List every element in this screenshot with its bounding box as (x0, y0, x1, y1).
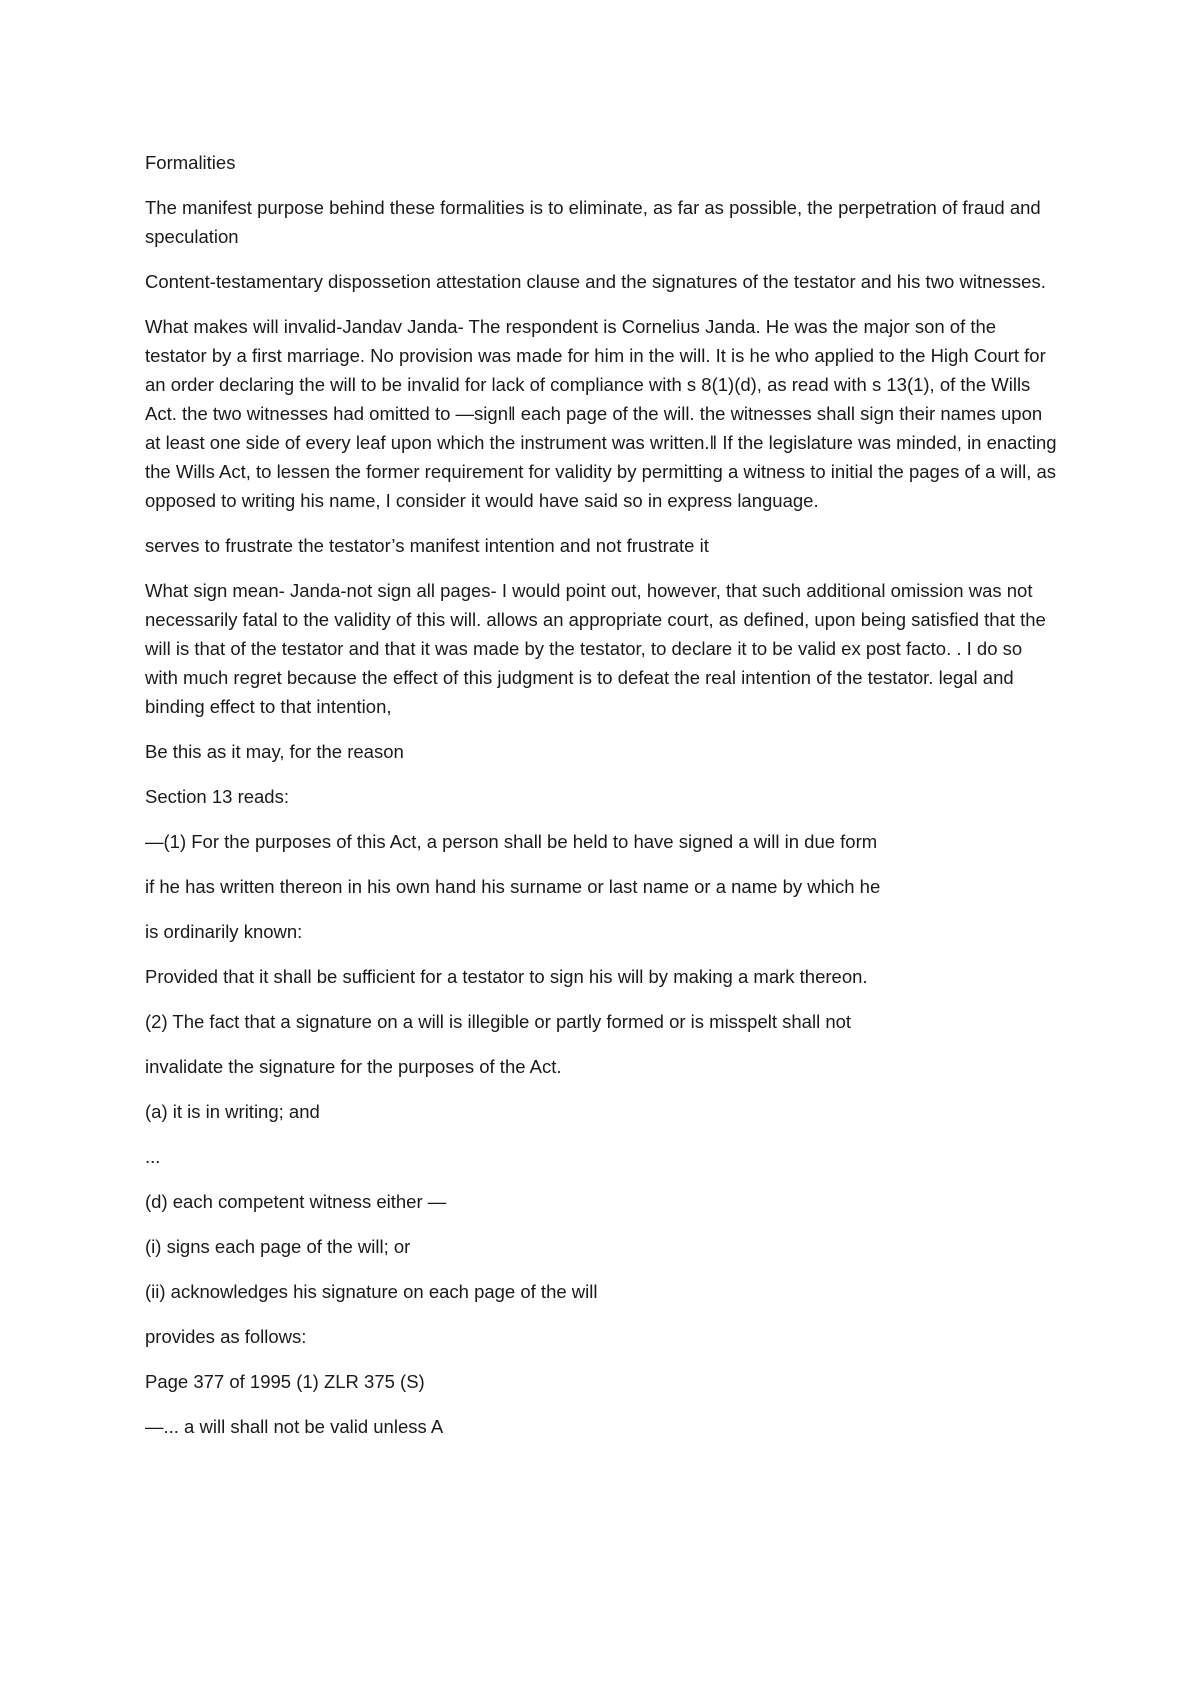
section-13-sub-2-cont: invalidate the signature for the purposes of the Act. (145, 1056, 562, 1077)
clause-d-i: (i) signs each page of the will; or (145, 1236, 411, 1257)
paragraph-reason: Be this as it may, for the reason (145, 741, 404, 762)
final-quote: ―... a will shall not be valid unless A (145, 1416, 444, 1437)
page-reference: Page 377 of 1995 (1) ZLR 375 (S) (145, 1371, 425, 1392)
section-13-line-1: ―(1) For the purposes of this Act, a person shall be held to have signed a will in due form (145, 831, 878, 852)
section-13-sub-2: (2) The fact that a signature on a will is illegible or partly formed or is misspelt shall not (145, 1011, 852, 1032)
clause-d: (d) each competent witness either ― (145, 1191, 447, 1212)
paragraph-frustrate: serves to frustrate the testator’s manifest intention and not frustrate it (145, 535, 709, 556)
heading-formalities: Formalities (145, 152, 236, 173)
section-13-heading: Section 13 reads: (145, 786, 289, 807)
section-13-line-3: is ordinarily known: (145, 921, 303, 942)
paragraph-sign-meaning: What sign mean- Janda-not sign all pages- I would point out, however, that such additional omission was not necessarily fatal to the validity of this will. allows an appropriate court, as defined, upon being satisfied that the will is that of the testator and that it was made by the testator, to declare it to be valid ex post facto. . I do so with much regret because the effect of this judgment is to defeat the real intention of the testator. legal and binding effect to that intention, (145, 580, 1046, 717)
clause-d-ii: (ii) acknowledges his signature on each page of the will (145, 1281, 598, 1302)
section-13-proviso: Provided that it shall be sufficient for a testator to sign his will by making a mark thereon. (145, 966, 868, 987)
paragraph-purpose: The manifest purpose behind these formalities is to eliminate, as far as possible, the perpetration of fraud and speculation (145, 197, 1041, 247)
paragraph-invalid-will: What makes will invalid-Jandav Janda- The respondent is Cornelius Janda. He was the major son of the testator by a first marriage. No provision was made for him in the will. It is he who applied to the High Court for an order declaring the will to be invalid for lack of compliance with s 8(1)(d), as read with s 13(1), of the Wills Act. the two witnesses had omitted to ―sign‖ each page of the will. the witnesses shall sign their names upon at least one side of every leaf upon which the instrument was written.‖ If the legislature was minded, in enacting the Wills Act, to lessen the former requirement for validity by permitting a witness to initial the pages of a will, as opposed to writing his name, I consider it would have said so in express language. (145, 316, 1057, 511)
paragraph-content: Content-testamentary dispossetion attestation clause and the signatures of the testator and his two witnesses. (145, 271, 1046, 292)
ellipsis: ... (145, 1146, 161, 1167)
document-body (145, 148, 1060, 1457)
provides-as-follows: provides as follows: (145, 1326, 307, 1347)
section-13-line-2: if he has written thereon in his own hand his surname or last name or a name by which he (145, 876, 881, 897)
clause-a: (a) it is in writing; and (145, 1101, 320, 1122)
